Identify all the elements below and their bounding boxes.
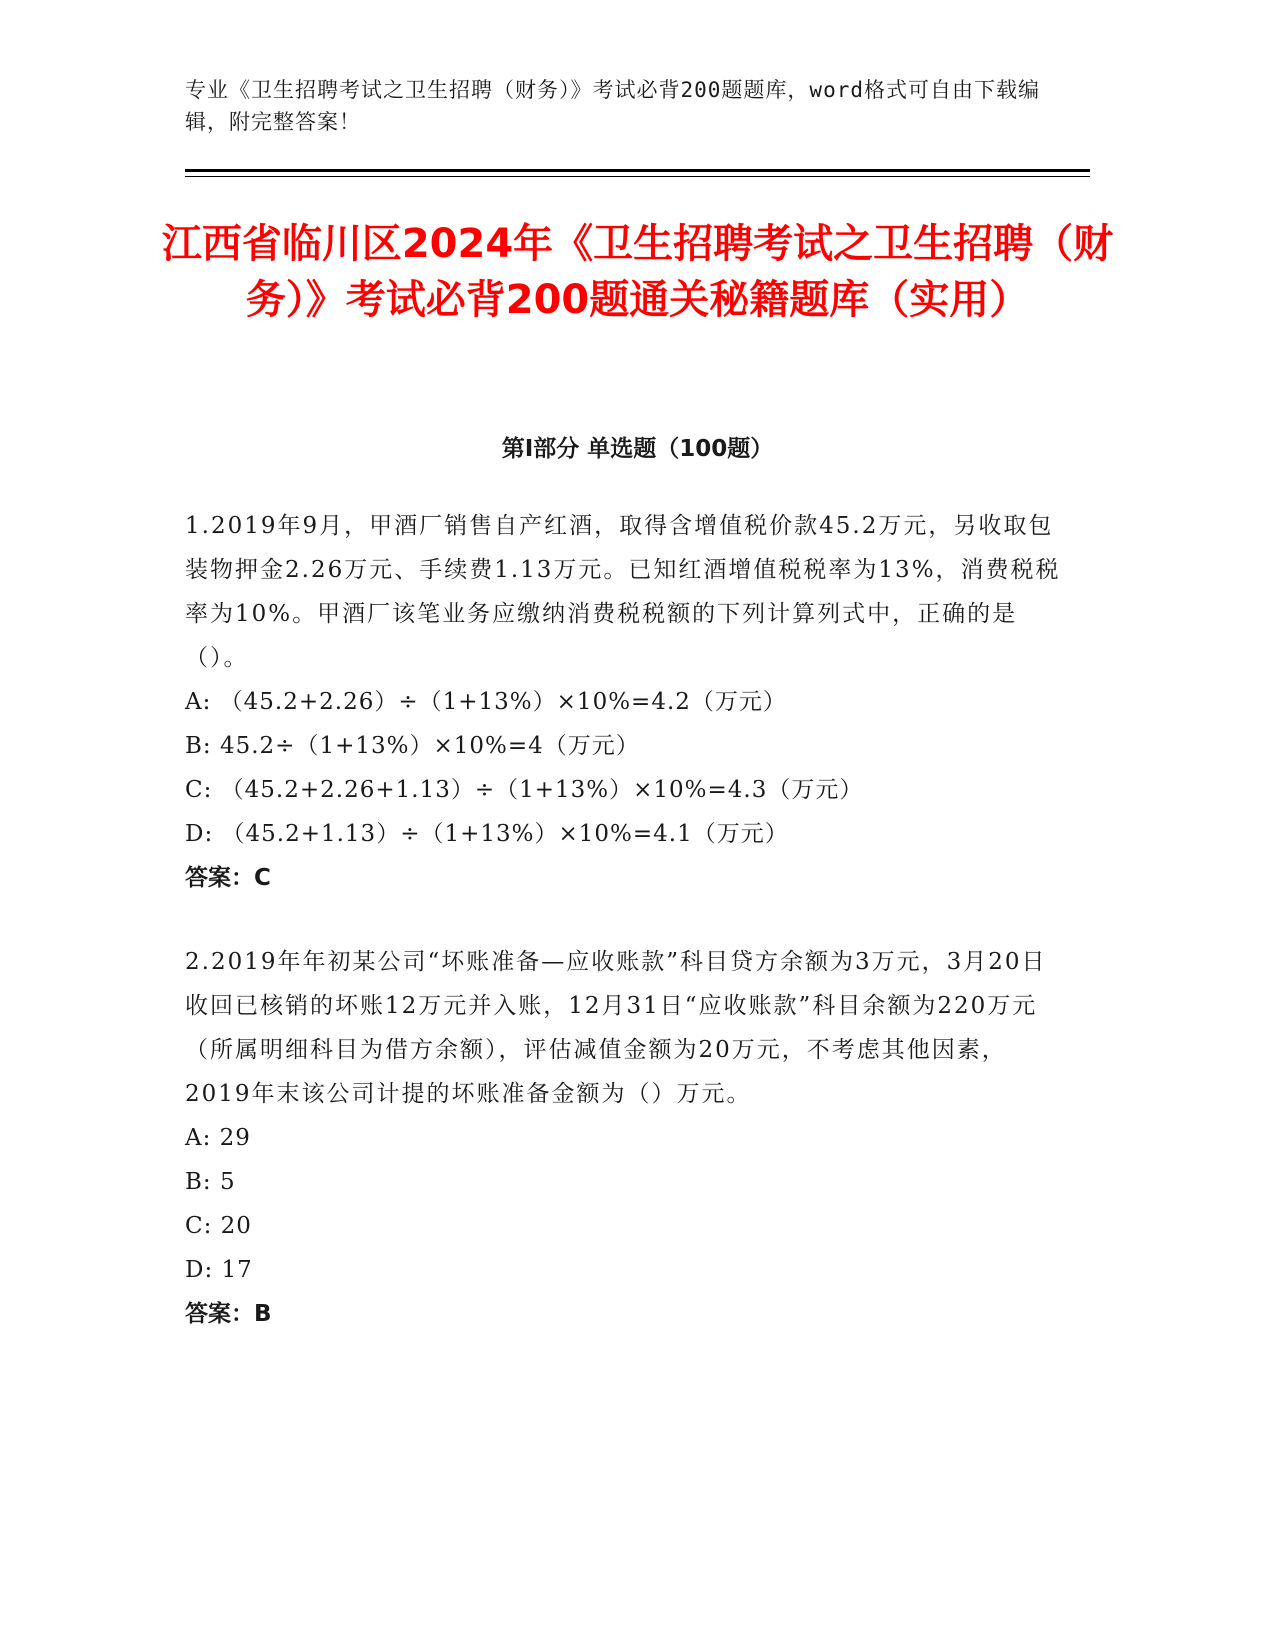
option-b: B: 45.2÷（1+13%）×10%=4（万元） xyxy=(185,733,640,759)
section-title: 第Ⅰ部分 单选题（100题） xyxy=(501,436,774,462)
question-2 xyxy=(185,940,1070,1336)
option-a: A: （45.2+2.26）÷（1+13%）×10%=4.2（万元） xyxy=(185,689,787,715)
question-stem: 1.2019年9月，甲酒厂销售自产红酒，取得含增值税价款45.2万元，另收取包装物押金2.26万元、手续费1.13万元。已知红酒增值税税率为13%，消费税税率为10%。甲酒厂该笔业务应缴纳消费税税额的下列计算列式中，正确的是（）。 xyxy=(185,513,1061,671)
option-d: D: （45.2+1.13）÷（1+13%）×10%=4.1（万元） xyxy=(185,821,789,847)
answer: 答案：C xyxy=(185,865,271,891)
option-b: B: 5 xyxy=(185,1169,236,1195)
document-title: 江西省临川区2024年《卫生招聘考试之卫生招聘（财务）》考试必背200题通关秘籍题库（实用） xyxy=(161,221,1114,323)
option-c: C: 20 xyxy=(185,1213,252,1239)
question-1 xyxy=(185,504,1070,900)
option-a: A: 29 xyxy=(185,1125,251,1151)
option-c: C: （45.2+2.26+1.13）÷（1+13%）×10%=4.3（万元） xyxy=(185,777,864,803)
header-divider-thin xyxy=(185,176,1090,177)
header-divider-thick xyxy=(185,169,1090,172)
answer: 答案：B xyxy=(185,1301,272,1327)
option-d: D: 17 xyxy=(185,1257,253,1283)
document-header-note: 专业《卫生招聘考试之卫生招聘（财务）》考试必背200题题库，word格式可自由下载编辑，附完整答案！ xyxy=(185,78,1040,134)
question-stem: 2.2019年年初某公司“坏账准备—应收账款”科目贷方余额为3万元，3月20日收回已核销的坏账12万元并入账，12月31日“应收账款”科目余额为220万元（所属明细科目为借方余额），评估减值金额为20万元，不考虑其他因素，2019年末该公司计提的坏账准备金额为（）万元。 xyxy=(185,949,1047,1107)
